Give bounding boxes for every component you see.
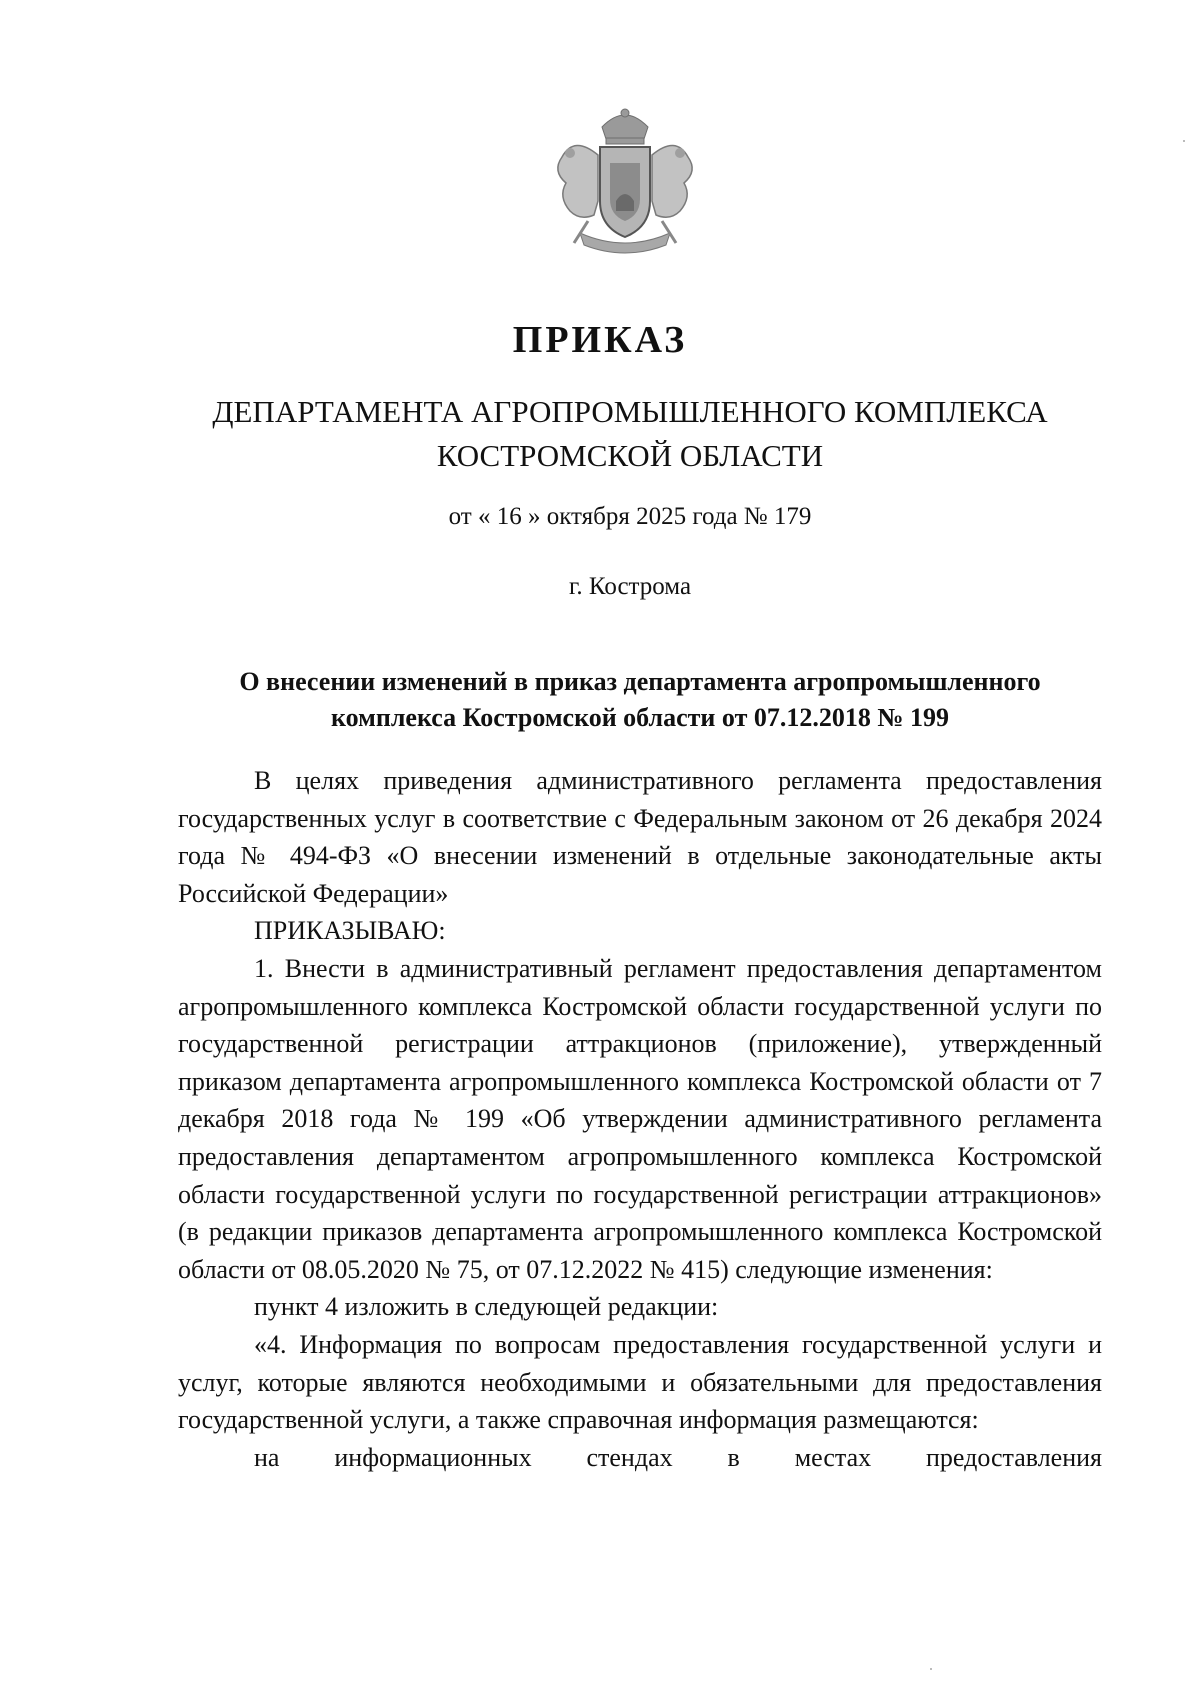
- document-subject: [180, 664, 1100, 736]
- order-word: ПРИКАЗЫВАЮ:: [254, 916, 446, 946]
- subject-line-1: О внесении изменений в приказ департамента агропромышленного: [239, 667, 1041, 696]
- item-1-paragraph: 1. Внести в административный регламент предоставления департаментом агропромышленного комплекса Костромской области государственной услуги по государственной регистрации аттракционов (приложение), утвержденный приказом департамента агропромышленного комплекса Костромской области от 7 декабря 2018 года № 199 «Об утверждении административного регламента предоставления департаментом агропромышленного комплекса Костромской области государственной услуги по государственной регистрации аттракционов» (в редакции приказов департамента агропромышленного комплекса Костромской области от 08.05.2020 № 75, от 07.12.2022 № 415) следующие изменения:: [178, 953, 1102, 1284]
- item-1-point: пункт 4 изложить в следующей редакции:: [254, 1292, 719, 1322]
- preamble-paragraph: В целях приведения административного регламента предоставления государственных услуг в соответствие с Федеральным законом от 26 декабря 2024 года № 494-ФЗ «О внесении изменений в отдельные законодательные акты Российской Федерации»: [178, 766, 1102, 908]
- document-date-number: от « 16 » октября 2025 года № 179: [448, 503, 812, 530]
- scan-speck: [930, 1668, 932, 1670]
- issuing-authority: [0, 390, 1200, 478]
- document-city: г. Кострома: [568, 573, 692, 600]
- authority-line-1: ДЕПАРТАМЕНТА АГРОПРОМЫШЛЕННОГО КОМПЛЕКСА: [212, 394, 1048, 429]
- document-body: [178, 762, 1102, 1476]
- authority-line-2: КОСТРОМСКОЙ ОБЛАСТИ: [436, 438, 824, 473]
- coat-of-arms-icon: [540, 105, 710, 255]
- subject-line-2: комплекса Костромской области от 07.12.2018 № 199: [331, 703, 949, 732]
- scan-speck: [1183, 140, 1185, 142]
- last-line-fragment: на информационных стендах в местах предоставления: [254, 1442, 1102, 1472]
- quoted-point-4: «4. Информация по вопросам предоставления государственной услуги и услуг, которые являются необходимыми и обязательными для предоставления государственной услуги, а также справочная информация размещаются:: [178, 1329, 1102, 1435]
- document-type-title: ПРИКАЗ: [512, 319, 688, 361]
